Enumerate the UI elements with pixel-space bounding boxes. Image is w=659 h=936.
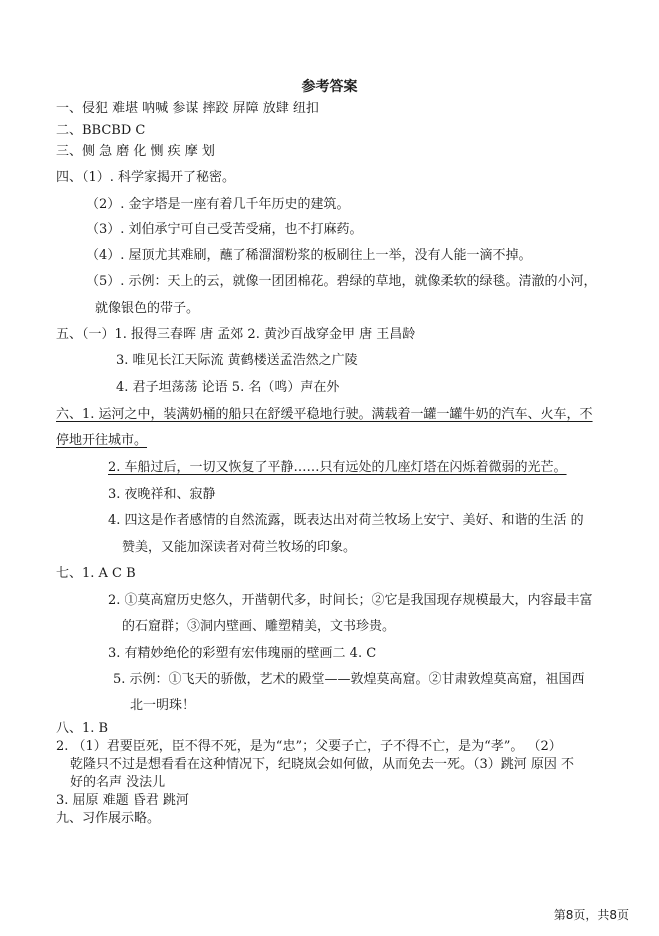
answer-line: （2）. 金字塔是一座有着几千年历史的建筑。 (86, 197, 350, 212)
answer-line: 九、习作展示略。 (56, 811, 161, 826)
answer-line: 好的名声 没法儿 (70, 775, 166, 790)
answer-line: 2. 车船过后，一切又恢复了平静……只有远处的几座灯塔在闪烁着微弱的光芒。 (108, 460, 567, 475)
answer-line: 停地开往城市。 (56, 433, 148, 448)
answer-line: 就像银色的带子。 (95, 301, 200, 316)
answer-line: 4. 四这是作者感情的自然流露，既表达出对荷兰牧场上安宁、美好、和谐的生活 的 (108, 513, 584, 528)
answer-line: 2. （1）君要臣死，臣不得不死，是为“忠”；父要子亡，子不得不亡，是为“孝”。 （2） (56, 739, 562, 754)
answer-line: 八、1. B (56, 721, 109, 736)
answer-line: 四、（1）. 科学家揭开了秘密。 (56, 170, 236, 185)
answer-line: 六、1. 运河之中，装满奶桶的船只在舒缓平稳地行驶。满载着一罐一罐牛奶的汽车、火车，不 (56, 407, 593, 422)
answer-line: （4）. 屋顶尤其难刷，蘸了稀溜溜粉浆的板刷往上一举，没有人能一滴不掉。 (86, 248, 532, 263)
page-number: 第8页，共8页 (553, 908, 629, 922)
answer-line: 5. 示例：①飞天的骄傲，艺术的殿堂——敦煌莫高窟。②甘肃敦煌莫高窟，祖国西 (113, 672, 585, 687)
page-title: 参考答案 (301, 79, 358, 95)
answer-line: 3. 唯见长江天际流 黄鹤楼送孟浩然之广陵 (116, 353, 358, 368)
answer-line: （3）. 刘伯承宁可自己受苦受痛，也不打麻药。 (86, 222, 363, 237)
answer-line: 三、侧 急 磨 化 恻 疾 摩 划 (56, 144, 215, 159)
answer-line: 3. 屈原 难题 昏君 跳河 (56, 793, 189, 808)
answer-line: 七、1. A C B (56, 566, 136, 581)
answer-line: 二、BBCBD C (56, 123, 146, 138)
answer-line: 五、（一）1. 报得三春晖 唐 孟郊 2. 黄沙百战穿金甲 唐 王昌龄 (56, 327, 416, 342)
answer-line: 赞美，又能加深读者对荷兰牧场的印象。 (122, 540, 357, 555)
answer-line: 3. 夜晚祥和、寂静 (108, 487, 216, 502)
answer-line: 乾隆只不过是想看看在这种情况下，纪晓岚会如何做，从而免去一死。（3）跳河 原因 不 (70, 757, 575, 772)
answer-line: 一、侵犯 难堪 呐喊 参谋 摔跤 屏障 放肆 纽扣 (56, 101, 319, 116)
answer-line: 2. ①莫高窟历史悠久，开凿朝代多，时间长；②它是我国现存规模最大，内容最丰富 (108, 593, 593, 608)
answer-line: 的石窟群；③洞内壁画、雕塑精美，文书珍贵。 (122, 619, 396, 634)
answer-line: 北一明珠！ (130, 698, 196, 713)
answer-line: 3. 有精妙绝伦的彩塑有宏伟瑰丽的壁画二 4. C (108, 646, 377, 661)
answer-line: 4. 君子坦荡荡 论语 5. 名（鸣）声在外 (116, 380, 340, 395)
answer-line: （5）. 示例：天上的云，就像一团团棉花。碧绿的草地，就像柔软的绿毯。清澈的小河， (86, 274, 597, 289)
